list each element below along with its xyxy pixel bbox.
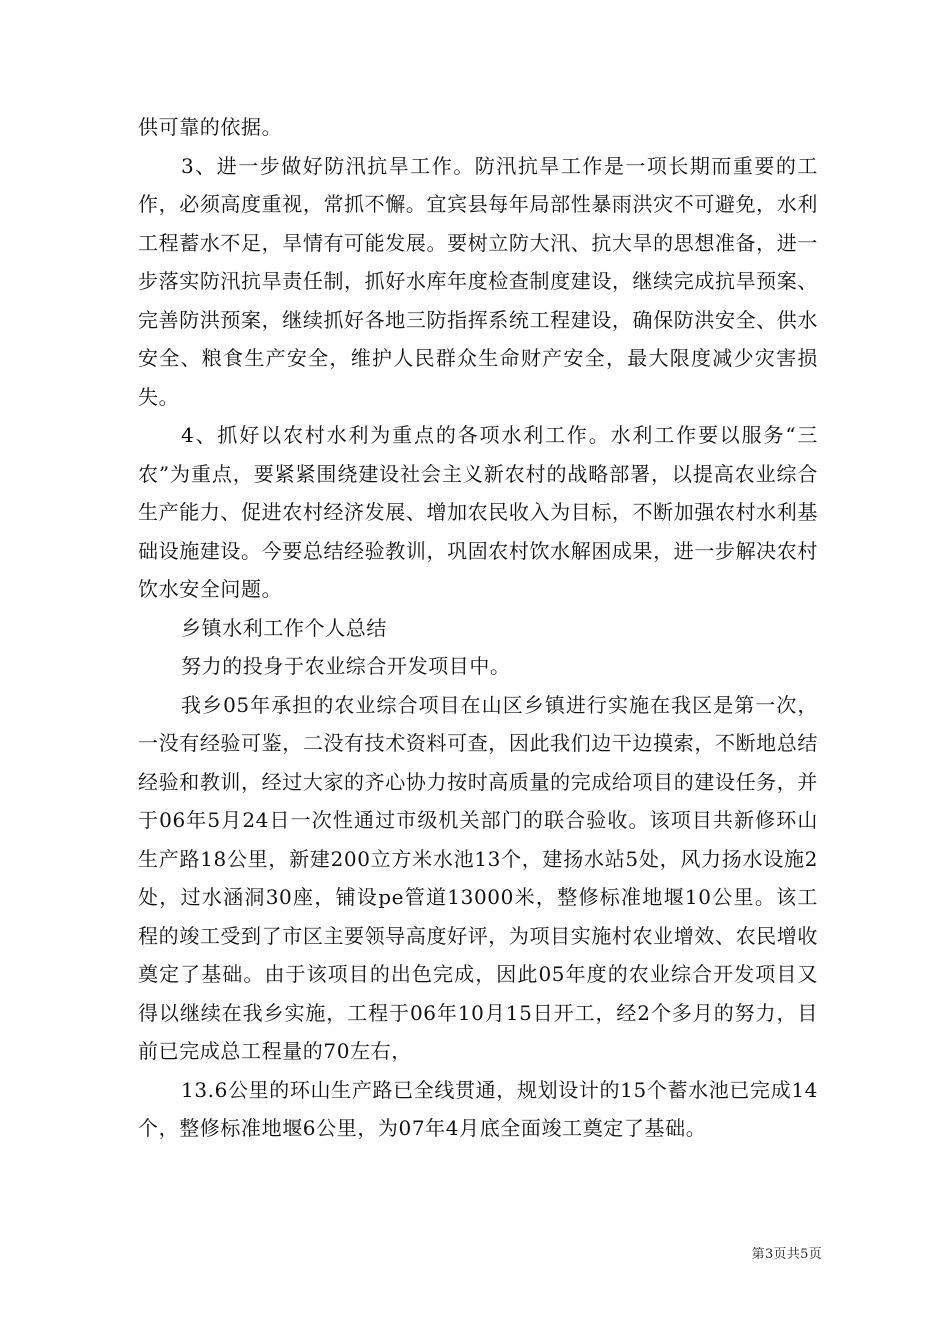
paragraph-6: 我乡05年承担的农业综合项目在山区乡镇进行实施在我区是第一次，一没有经验可鉴，二没有技术资料可查，因此我们边干边摸索，不断地总结经验和教训，经过大家的齐心协力按时高质量的完成给项目的建设任务，并于06年5月24日一次性通过市级机关部门的联合验收。该项目共新修环山生产路18公里，新建200立方米水池13个，建扬水站5处，风力扬水设施2处，过水涵洞30座，铺设pe管道13000米，整修标准地堰10公里。该工程的竣工受到了市区主要领导高度好评，为项目实施村农业增效、农民增收奠定了基础。由于该项目的出色完成，因此05年度的农业综合开发项目又得以继续在我乡实施，工程于06年10月15日开工，经2个多月的努力，目前已完成总工程量的70左右， [138,692,818,1063]
paragraph-3: 4、抓好以农村水利为重点的各项水利工作。水利工作要以服务“三农”为重点，要紧紧围绕建设社会主义新农村的战略部署，以提高农业综合生产能力、促进农村经济发展、增加农民收入为目标，不断加强农村水利基础设施建设。今要总结经验教训，巩固农村饮水解困成果，进一步解决农村饮水安全问题。 [138,423,818,601]
paragraph-7: 13.6公里的环山生产路已全线贯通，规划设计的15个蓄水池已完成14个，整修标准地堰6公里，为07年4月底全面竣工奠定了基础。 [138,1077,818,1140]
page-number: 第3页共5页 [751,1247,822,1262]
document-body [138,108,818,1148]
section-heading: 乡镇水利工作个人总结 [181,615,387,640]
paragraph-2: 3、进一步做好防汛抗旱工作。防汛抗旱工作是一项长期而重要的工作，必须高度重视，常抓不懈。宜宾县每年局部性暴雨洪灾不可避免，水利工程蓄水不足，旱情有可能发展。要树立防大汛、抗大旱的思想准备，进一步落实防汛抗旱责任制，抓好水库年度检查制度建设，继续完成抗旱预案、完善防洪预案，继续抓好各地三防指挥系统工程建设，确保防洪安全、供水安全、粮食生产安全，维护人民群众生命财产安全，最大限度减少灾害损失。 [138,153,818,409]
paragraph-1: 供可靠的依据。 [138,115,283,139]
paragraph-5: 努力的投身于农业综合开发项目中。 [181,654,511,678]
